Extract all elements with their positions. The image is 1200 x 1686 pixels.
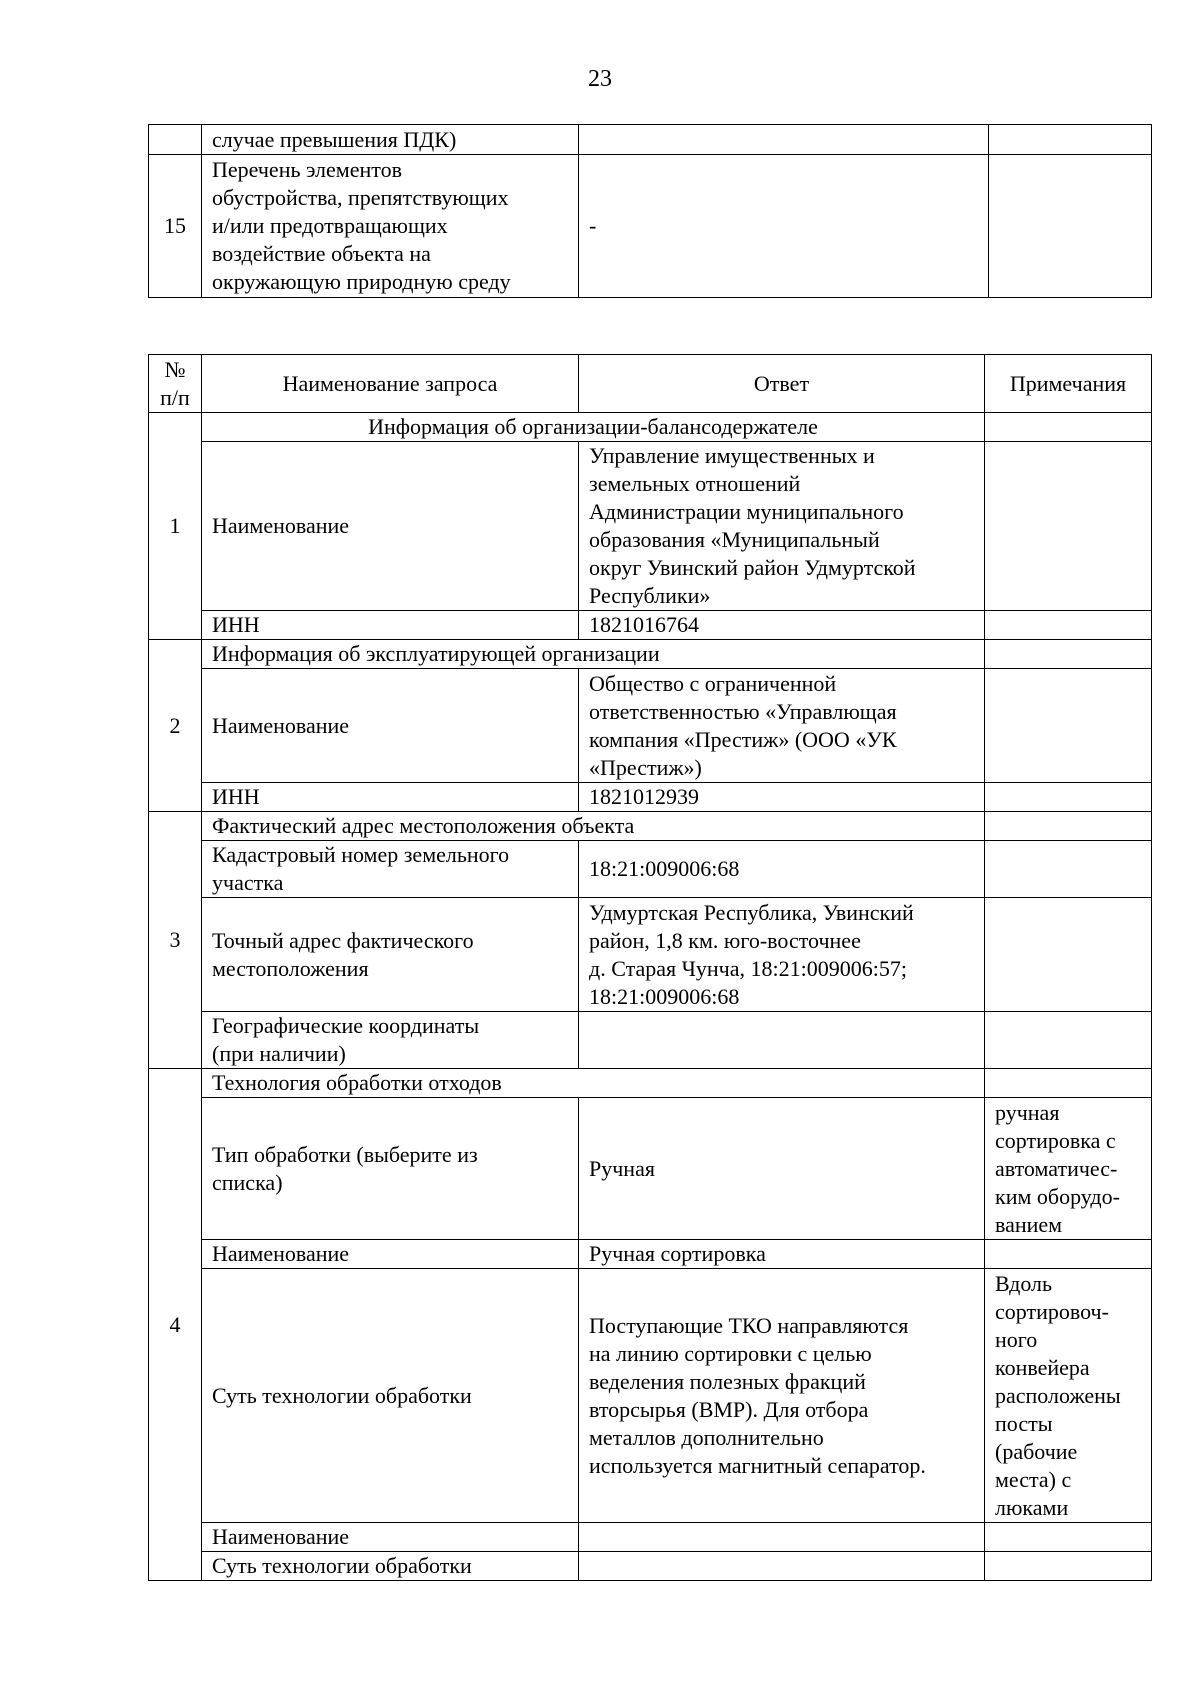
text-line: Управление имущественных и [589, 443, 875, 468]
answer-cell: - [579, 155, 989, 298]
request-name-cell [202, 1098, 579, 1240]
header-notes: Примечания [985, 355, 1152, 413]
note-cell [985, 611, 1152, 640]
request-name-cell [202, 155, 579, 298]
text-line: Республики» [589, 583, 711, 608]
text-line: места) с [995, 1466, 1072, 1492]
text-line: д. Старая Чунча, 18:21:009006:57; [589, 955, 907, 981]
request-name-cell: Наименование [202, 442, 579, 611]
note-cell [985, 1012, 1152, 1069]
text-line: люками [995, 1494, 1069, 1520]
header-num-line: № [164, 356, 186, 382]
row-num-cell: 1 [149, 413, 202, 640]
text-line: ответственностью «Управлющая [589, 698, 897, 724]
note-cell [985, 812, 1152, 841]
text-line: сортировка с [995, 1127, 1116, 1153]
answer-cell [579, 898, 985, 1012]
row-num-cell: 3 [149, 812, 202, 1069]
answer-cell: Ручная [579, 1098, 985, 1240]
note-cell [985, 1240, 1152, 1269]
row-num-cell: 2 [149, 640, 202, 812]
text-line: конвейера [995, 1354, 1090, 1380]
table-row [149, 1552, 1152, 1581]
answer-cell [579, 125, 989, 155]
row-num-cell: 15 [149, 155, 202, 298]
text-line: ручная [995, 1099, 1060, 1125]
request-name-cell: ИНН [202, 611, 579, 640]
section-row [149, 413, 1152, 442]
section-title: Фактический адрес местоположения объекта [202, 812, 985, 841]
request-name-cell: ИНН [202, 783, 579, 812]
table-row [149, 669, 1152, 783]
table-row [149, 611, 1152, 640]
row-num-cell: 4 [149, 1069, 202, 1581]
text-line: район, 1,8 км. юго-восточнее [589, 927, 861, 953]
answer-cell [579, 669, 985, 783]
text-line: сортировоч- [995, 1298, 1109, 1324]
table-row [149, 125, 1152, 155]
note-cell [985, 898, 1152, 1012]
text-line: (рабочие [995, 1438, 1078, 1464]
text-line: ким оборудо- [995, 1183, 1120, 1209]
request-name-cell [202, 1012, 579, 1069]
info-table [148, 354, 1152, 1581]
request-name-cell: Наименование [202, 1240, 579, 1269]
text-line: Поступающие ТКО направляются [589, 1312, 909, 1338]
text-line: земельных отношений [589, 471, 801, 496]
text-line: компания «Престиж» (ООО «УК [589, 726, 897, 752]
section-title: Информация об организации-балансодержателе [202, 413, 985, 442]
row-num-cell [149, 125, 202, 155]
text-line: посты [995, 1410, 1053, 1436]
text-line: 18:21:009006:68 [589, 983, 740, 1009]
table-row [149, 442, 1152, 611]
note-cell [985, 1269, 1152, 1523]
answer-cell: 1821012939 [579, 783, 985, 812]
table-row [149, 155, 1152, 298]
note-cell [985, 413, 1152, 442]
request-name-cell: Суть технологии обработки [202, 1552, 579, 1581]
answer-cell [579, 1552, 985, 1581]
answer-cell: 18:21:009006:68 [579, 841, 985, 898]
section-title: Технология обработки отходов [202, 1069, 985, 1098]
text-line: используется магнитный сепаратор. [589, 1452, 926, 1478]
text-line: Перечень элементов [212, 157, 402, 182]
answer-cell [579, 1523, 985, 1552]
note-cell [985, 841, 1152, 898]
text-line: образования «Муниципальный [589, 527, 880, 552]
note-cell [985, 783, 1152, 812]
note-cell [989, 155, 1152, 298]
table-row [149, 1012, 1152, 1069]
text-line: списка) [212, 1169, 283, 1195]
request-name-cell: Наименование [202, 669, 579, 783]
text-line: вторсырья (ВМР). Для отбора [589, 1396, 869, 1422]
table-row [149, 841, 1152, 898]
page-number: 23 [588, 66, 612, 92]
text-line: ванием [995, 1211, 1063, 1237]
request-name-cell: случае превышения ПДК) [202, 125, 579, 155]
text-line: участка [212, 870, 284, 895]
text-line: автоматичес- [995, 1155, 1118, 1181]
note-cell [985, 1552, 1152, 1581]
answer-cell: Ручная сортировка [579, 1240, 985, 1269]
text-line: на линию сортировки с целью [589, 1340, 872, 1366]
text-line: обустройства, препятствующих [212, 185, 509, 210]
text-line: Тип обработки (выберите из [212, 1141, 478, 1167]
note-cell [985, 640, 1152, 669]
text-line: местоположения [212, 955, 369, 981]
table-row [149, 1098, 1152, 1240]
text-line: Удмуртская Республика, Увинский [589, 899, 914, 925]
header-num-line: п/п [160, 384, 190, 410]
table-row [149, 783, 1152, 812]
request-name-cell: Суть технологии обработки [202, 1269, 579, 1523]
request-name-cell: Наименование [202, 1523, 579, 1552]
text-line: Общество с ограниченной [589, 670, 837, 696]
text-line: воздействие объекта на [212, 241, 431, 266]
text-line: металлов дополнительно [589, 1424, 824, 1450]
section-title: Информация об эксплуатирующей организации [202, 640, 985, 669]
note-cell [989, 125, 1152, 155]
answer-cell [579, 1012, 985, 1069]
header-answer: Ответ [579, 355, 985, 413]
header-request-name: Наименование запроса [202, 355, 579, 413]
table-header-row [149, 355, 1152, 413]
text-line: «Престиж») [589, 754, 702, 780]
answer-cell [579, 442, 985, 611]
text-line: веделения полезных фракций [589, 1368, 866, 1394]
text-line: ного [995, 1326, 1038, 1352]
note-cell [985, 669, 1152, 783]
section-row [149, 1069, 1152, 1098]
request-name-cell [202, 841, 579, 898]
section-row [149, 812, 1152, 841]
table-row [149, 1523, 1152, 1552]
header-num [149, 355, 202, 413]
text-line: Кадастровый номер земельного [212, 842, 510, 867]
table-row [149, 1240, 1152, 1269]
text-line: и/или предотвращающих [212, 213, 448, 238]
text-line: расположены [995, 1382, 1121, 1408]
table-row [149, 898, 1152, 1012]
text-line: Вдоль [995, 1270, 1053, 1296]
note-cell [985, 442, 1152, 611]
text-line: окружающую природную среду [212, 269, 511, 294]
text-line: Географические координаты [212, 1013, 480, 1038]
answer-cell: 1821016764 [579, 611, 985, 640]
table-row [149, 1269, 1152, 1523]
text-line: Точный адрес фактического [212, 927, 474, 953]
section-row [149, 640, 1152, 669]
note-cell [985, 1523, 1152, 1552]
note-cell [985, 1069, 1152, 1098]
text-line: Администрации муниципального [589, 499, 904, 524]
text-line: (при наличии) [212, 1041, 346, 1066]
note-cell [985, 1098, 1152, 1240]
request-name-cell [202, 898, 579, 1012]
answer-cell [579, 1269, 985, 1523]
table-continued [148, 124, 1152, 298]
text-line: округ Увинский район Удмуртской [589, 555, 916, 580]
